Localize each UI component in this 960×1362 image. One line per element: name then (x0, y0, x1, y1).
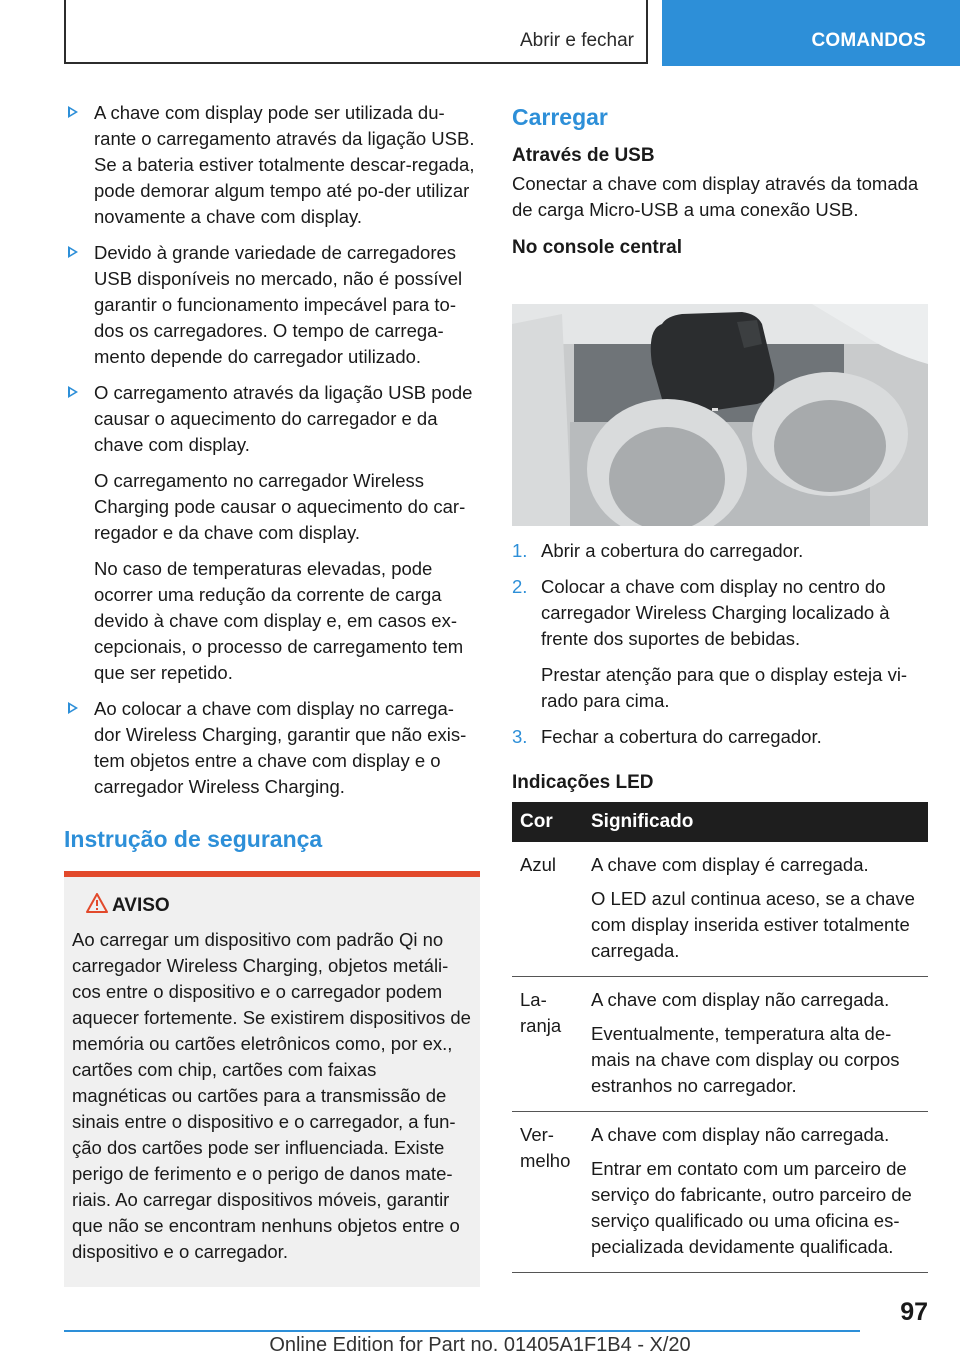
table-cell-meaning (583, 842, 928, 977)
step-text: Colocar a chave com display no centro do carregador Wireless Charging localizado à frente dos suportes de bebidas. (541, 576, 890, 649)
triangle-bullet-icon (68, 246, 78, 258)
warning-text: Ao carregar um dispositivo com padrão Qi no carregador Wireless Charging, objetos metáli-cos entre o dispositivo e o carregador podem aquecer fortemente. Se existirem dispositivos de memória ou cartões eletrônicos como, por ex., cartões com chip, cartões com faixas magnéticas ou cartões para a transmissão de sinais entre o dispositivo e o carregador, a fun-ção dos cartões pode ser influenciada. Existe perigo de ferimento e o perigo de danos mate-riais. Ao carregar dispositivos móveis, garantir que não se encontram nenhuns objetos entre o dispositivo e o carregador. (72, 929, 471, 1262)
triangle-bullet-icon (68, 106, 78, 118)
meaning-line: Eventualmente, temperatura alta de-mais na chave com display ou corpos estranhos no carregador. (591, 1023, 900, 1096)
step-number: 1. (512, 540, 528, 561)
triangle-bullet-icon (68, 386, 78, 398)
warning-box (64, 877, 480, 1287)
bullet-item (64, 380, 480, 458)
table-row (512, 842, 928, 977)
meaning-line: A chave com display não carregada. (591, 989, 890, 1010)
usb-text: Conectar a chave com display através da tomada de carga Micro-USB a uma conexão USB. (512, 173, 919, 220)
bullet-item (64, 100, 480, 230)
table-cell-meaning (583, 977, 928, 1112)
table-cell-meaning (583, 1112, 928, 1273)
charging-steps (512, 538, 928, 794)
safety-heading: Instrução de segurança (64, 826, 323, 852)
table-header-meaning: Significado (583, 802, 928, 842)
step-text: Abrir a cobertura do carregador. (541, 540, 804, 561)
center-console-charger-photo (512, 304, 928, 526)
header-chapter-tab (662, 0, 960, 66)
bullet-subparagraph: O carregamento no carregador Wireless Charging pode causar o aquecimento do car-regador e da chave com display. (94, 470, 466, 543)
table-header-row (512, 802, 928, 842)
warning-title-text: AVISO (112, 895, 170, 916)
warning-title (72, 895, 472, 917)
meaning-line: A chave com display é carregada. (591, 854, 869, 875)
step-number: 3. (512, 726, 528, 747)
table-cell-color: Ver-melho (512, 1112, 583, 1273)
meaning-line: Entrar em contato com um parceiro de serviço do fabricante, outro parceiro de serviço qualificado ou uma oficina es-pecializada devidamente qualificada. (591, 1158, 912, 1257)
bullet-item (64, 696, 480, 800)
step-note (512, 662, 928, 714)
charging-heading: Carregar (512, 104, 608, 130)
bullet-text: A chave com display pode ser utilizada du-rante o carregamento através da ligação USB. Se a bateria estiver totalmente descar-regada, pode demorar algum tempo até po-der utilizar novamente a chave com display. (94, 102, 475, 227)
step-number: 2. (512, 576, 528, 597)
table-row (512, 1112, 928, 1273)
step-item (512, 538, 928, 564)
meaning-line: A chave com display não carregada. (591, 1124, 890, 1145)
warning-triangle-icon (86, 893, 108, 913)
usb-heading: Através de USB (512, 145, 655, 166)
table-cell-color: La-ranja (512, 977, 583, 1112)
footer-edition-text: Online Edition for Part no. 01405A1F1B4 - X/20 (269, 1334, 691, 1356)
led-heading: Indicações LED (512, 772, 654, 793)
led-table (512, 802, 928, 1273)
bullet-item (64, 240, 480, 370)
header-section-tab (64, 0, 648, 64)
step-item (512, 724, 928, 750)
right-column (512, 100, 928, 1257)
triangle-bullet-icon (68, 702, 78, 714)
table-header-color: Cor (512, 802, 583, 842)
page-number: 97 (900, 1298, 928, 1326)
bullet-text: Devido à grande variedade de carregadores USB disponíveis no mercado, não é possível garantir o funcionamento impecável para to-dos os carregadores. O tempo de carrega-mento depende do carregador utilizado. (94, 242, 463, 367)
console-heading: No console central (512, 237, 682, 258)
left-column (64, 100, 480, 1287)
step-item (512, 574, 928, 652)
step-text: Fechar a cobertura do carregador. (541, 726, 822, 747)
header-section-label: Abrir e fechar (519, 30, 634, 51)
table-row (512, 977, 928, 1112)
header-chapter-label: COMANDOS (811, 30, 926, 51)
step-note-text: Prestar atenção para que o display esteja vi-rado para cima. (541, 664, 908, 711)
table-cell-color: Azul (512, 842, 583, 977)
bullet-subparagraph: No caso de temperaturas elevadas, pode ocorrer uma redução da corrente de carga devido à chave com display e, em casos ex-cepcionais, o processo de carregamento tem que ser repetido. (94, 558, 464, 683)
bullet-text: O carregamento através da ligação USB pode causar o aquecimento do carregador e da chave com display. (94, 382, 473, 455)
footer-divider (64, 1330, 860, 1332)
meaning-line: O LED azul continua aceso, se a chave com display inserida estiver totalmente carregada. (591, 888, 915, 961)
bullet-text: Ao colocar a chave com display no carrega-dor Wireless Charging, garantir que não exis-tem objetos entre a chave com display e o carregador Wireless Charging. (94, 698, 467, 797)
